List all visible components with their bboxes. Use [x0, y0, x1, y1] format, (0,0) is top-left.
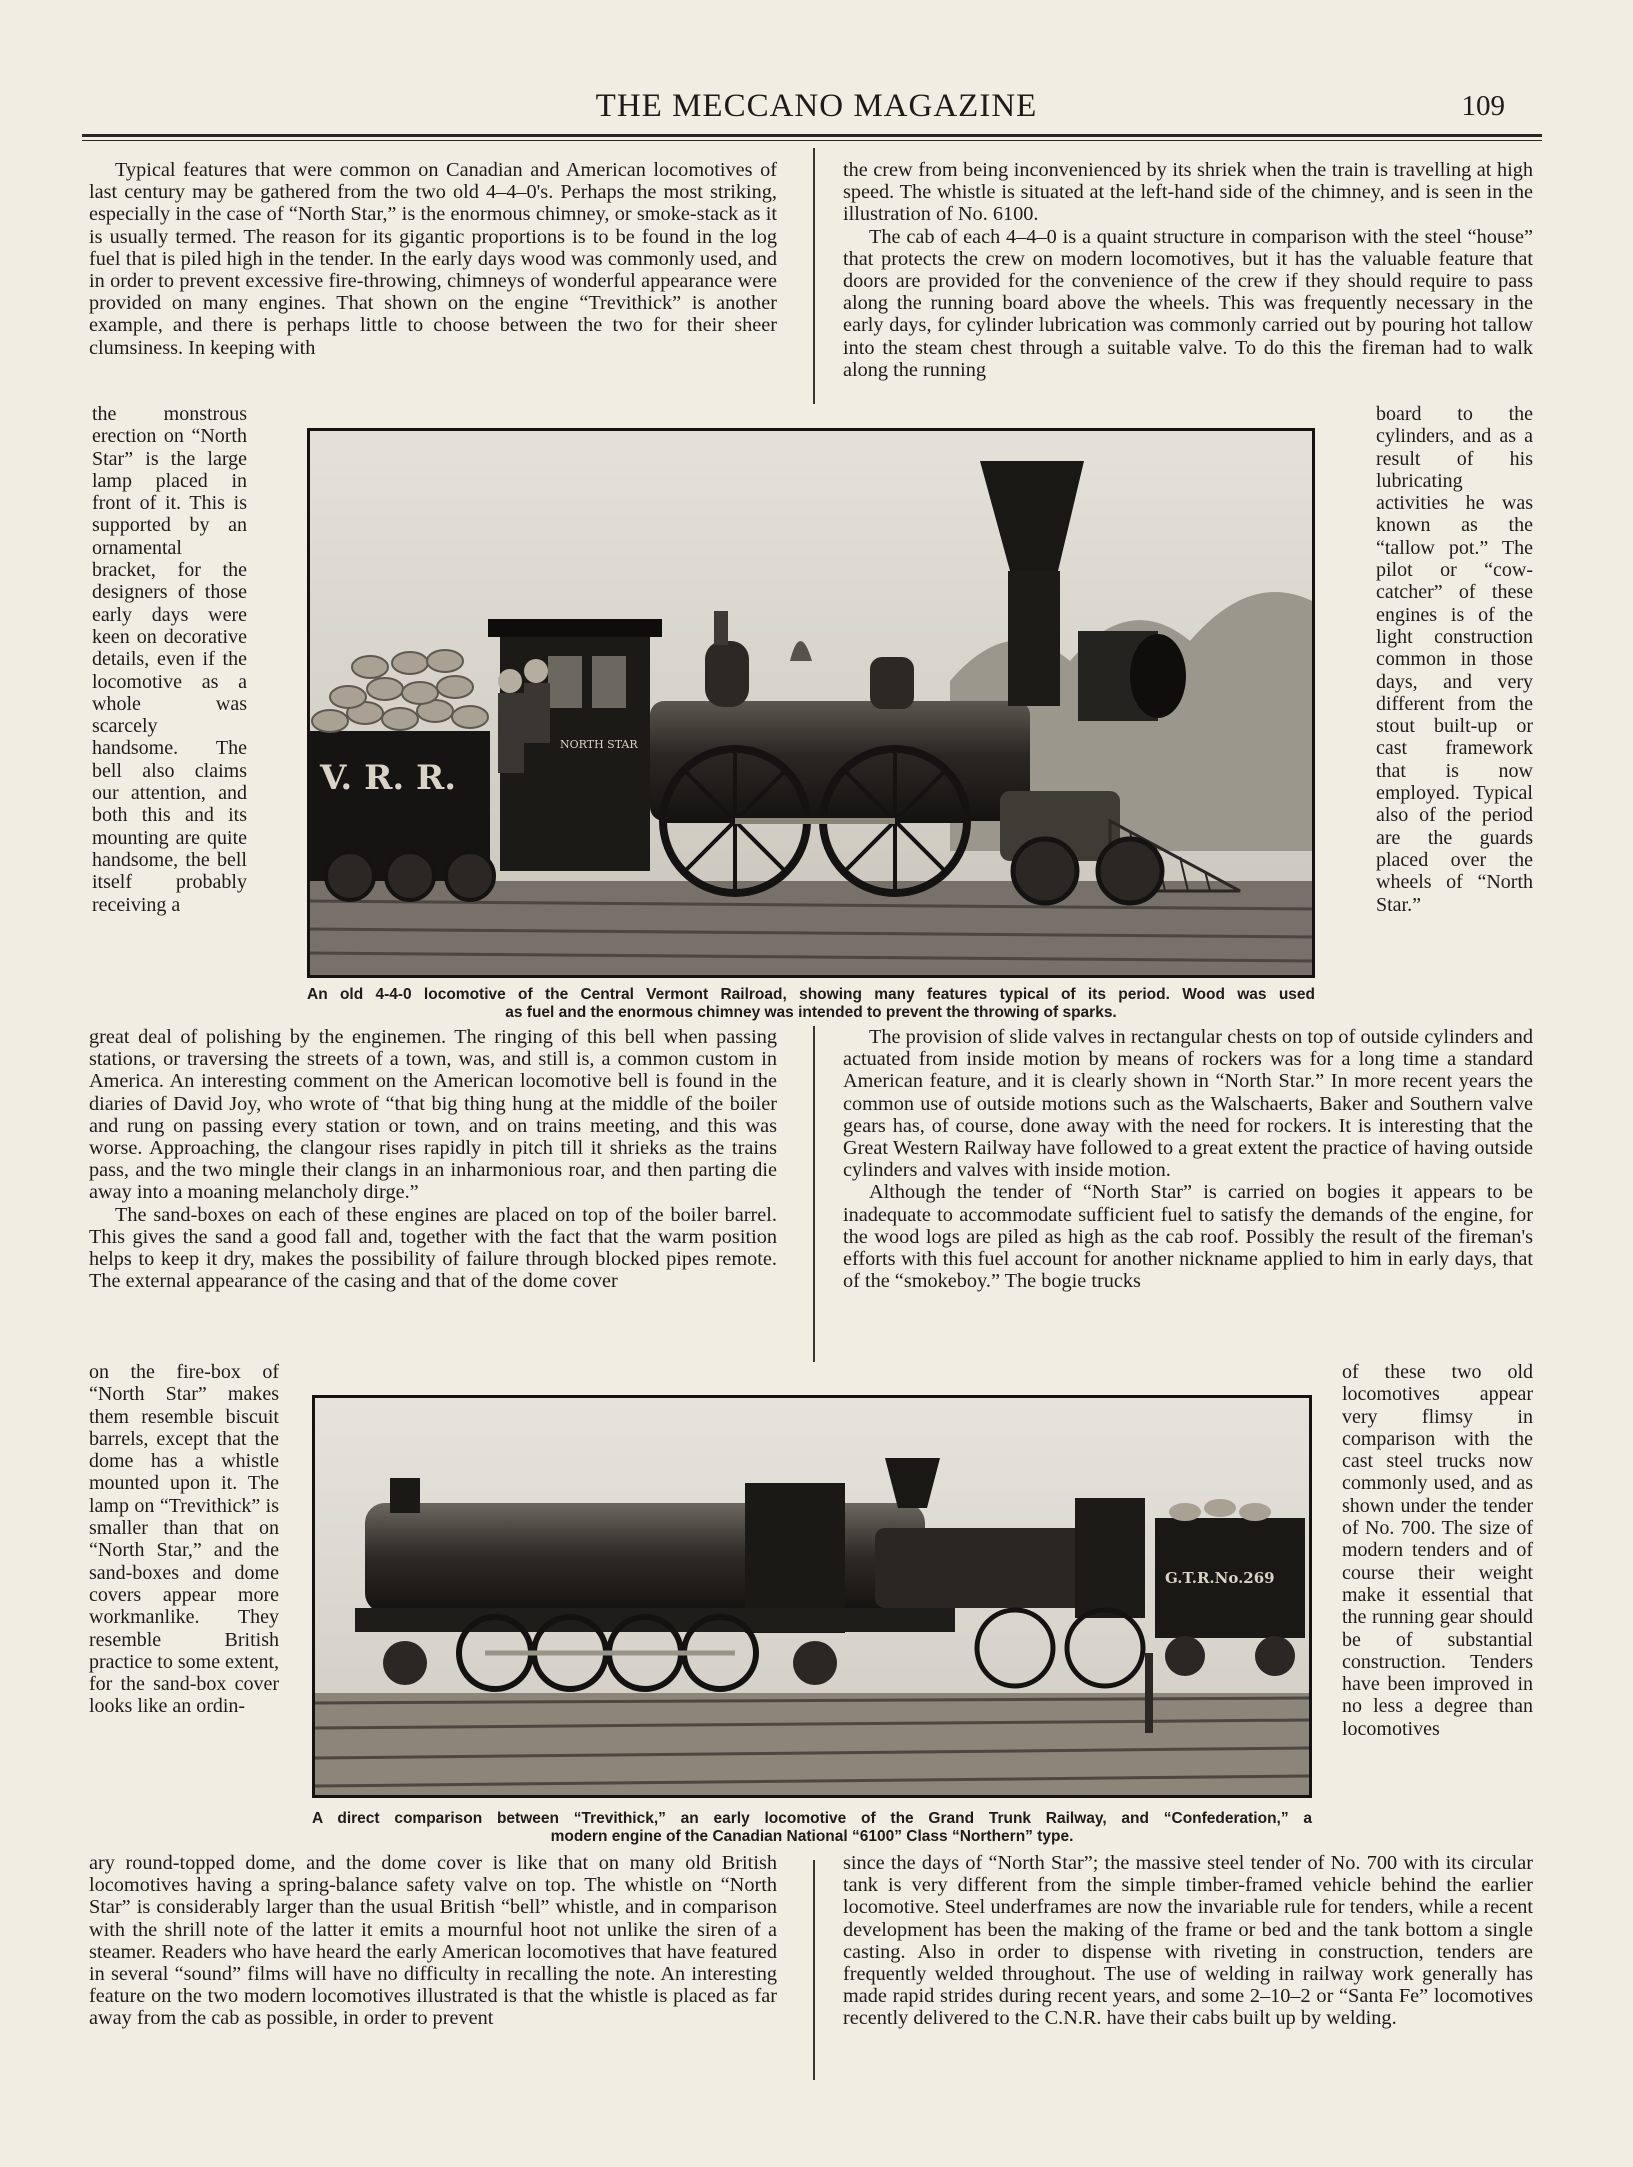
paragraph: Although the tender of “North Star” is carried on bogies it appears to be inadequate to accommodate sufficient fuel to satisfy the demands of the engine, for the wood logs are piled as high as the cab roof. Possibly the result of the fireman's efforts with this fuel account for another nickname applied to him in early days, that of the “smokeboy.” The bogie trucks: [843, 1181, 1533, 1293]
photo-trevithick-confederation: [312, 1395, 1312, 1798]
tender-lettering: G.T.R.No.269: [1165, 1569, 1275, 1587]
locomotives-comparison-illustration: [315, 1398, 1309, 1795]
column-divider: [813, 1026, 815, 1362]
paragraph: since the days of “North Star”; the massive steel tender of No. 700 with its circular tank is very different from the simple timber-framed vehicle behind the earlier locomotive. Steel underframes are now the invariable rule for tenders, while a recent development has been the making of the frame or bed and the tank bottom a single casting. Also in order to dispense with riveting in construction, tenders are frequently welded throughout. The use of welding in railway work generally has made rapid strides during recent years, and some 2–10–2 or “Santa Fe” locomotives recently delivered to the C.N.R. have their cabs built up by welding.: [843, 1852, 1533, 2030]
caption-line: An old 4-4-0 locomotive of the Central Vermont Railroad, showing many features typical of its period. Wood was used: [307, 986, 1315, 1003]
paragraph: the monstrous erection on “North Star” is the large lamp placed in front of it. This is supported by an ornamental bracket, for the designers of those early days were keen on decorative details, even if the locomotive as a whole was scarcely handsome. The bell also claims our attention, and both this and its mounting are quite handsome, the bell itself probably receiving a: [92, 403, 247, 916]
tender-lettering: V. R. R.: [320, 758, 457, 798]
right-narrow-column-2: [1342, 1361, 1533, 1851]
column-divider: [813, 148, 815, 404]
paragraph: The provision of slide valves in rectangular chests on top of outside cylinders and actuated from inside motion by means of rockers was for a long time a standard American feature, and it is clearly shown in “North Star.” In more recent years the common use of outside motions such as the Walschaerts, Baker and Southern valve gears has, of course, done away with the need for rockers. It is interesting that the Great Western Railway have followed to a great extent the practice of having outside cylinders and valves with inside motion.: [843, 1026, 1533, 1182]
left-narrow-column-2: [89, 1361, 279, 1851]
left-narrow-column-1: [92, 403, 247, 1023]
caption-line: A direct comparison between “Trevithick,” an early locomotive of the Grand Trunk Railway, and “Confederation,” a: [312, 1810, 1312, 1827]
left-column-top: [89, 159, 777, 359]
paragraph: The sand-boxes on each of these engines are placed on top of the boiler barrel. This gives the sand a good fall and, together with the fact that the warm position helps to keep it dry, makes the possibility of failure through blocked pipes remote. The external appearance of the casing and that of the dome cover: [89, 1203, 777, 1293]
page-number: 109: [1461, 90, 1505, 122]
magazine-title: THE MECCANO MAGAZINE: [595, 88, 1038, 124]
right-column-top: [843, 159, 1533, 381]
right-column-bottom: [843, 1852, 1533, 2030]
paragraph: great deal of polishing by the enginemen. The ringing of this bell when passing stations, or traversing the streets of a town, was, and still is, a common custom in America. An interesting comment on the American locomotive bell is found in the diaries of David Joy, who wrote of “that big thing hung at the middle of the boiler and rung on passing every station or town, and on trains meeting, and this was worse. Approaching, the clangour rises rapidly in pitch till it shrieks as the trains pass, and the two mingle their clangs in an inharmonious roar, and then parting die away into a moaning melancholy dirge.”: [89, 1026, 777, 1204]
paragraph: the crew from being inconvenienced by its shriek when the train is travelling at high speed. The whistle is situated at the left-hand side of the chimney, and is seen in the illustration of No. 6100.: [843, 159, 1533, 226]
left-column-middle: [89, 1026, 777, 1292]
right-column-middle: [843, 1026, 1533, 1292]
right-narrow-column-1: [1376, 403, 1533, 1023]
paragraph: on the fire-box of “North Star” makes them resemble biscuit barrels, except that the dome has a whistle mounted upon it. The lamp on “Trevithick” is smaller than that on “North Star,” and the sand-boxes and dome covers appear more workmanlike. They resemble British practice to some extent, for the sand-box cover looks like an ordin-: [89, 1361, 279, 1718]
caption-line: modern engine of the Canadian National “6100” Class “Northern” type.: [550, 1828, 1074, 1845]
photo-north-star-locomotive: [307, 428, 1315, 978]
paragraph: ary round-topped dome, and the dome cover is like that on many old British locomotives having a spring-balance safety valve on top. The whistle on “North Star” is considerably larger than the usual British “bell” whistle, and in comparison with the shrill note of the latter it emits a mournful hoot not unlike the siren of a steamer. Readers who have heard the early American locomotives that have featured in several “sound” films will have no difficulty in recalling the note. An interesting feature on the two modern locomotives illustrated is that the whistle is placed as far away from the cab as possible, in order to prevent: [89, 1852, 777, 2030]
paragraph: The cab of each 4–4–0 is a quaint structure in comparison with the steel “house” that protects the crew on modern locomotives, but it has the valuable feature that doors are provided for the convenience of the crew if they should require to pass along the running board above the wheels. This was frequently necessary in the early days, for cylinder lubrication was commonly carried out by pouring hot tallow into the steam chest through a suitable valve. To do this the fireman had to walk along the running: [843, 225, 1533, 381]
photo-caption: [312, 1810, 1312, 1846]
paragraph: Typical features that were common on Canadian and American locomotives of last century may be gathered from the two old 4–4–0's. Perhaps the most striking, especially in the case of “North Star,” is the enormous chimney, or smoke-stack as it is usually termed. The reason for its gigantic proportions is to be found in the log fuel that is piled high in the tender. In the early days wood was commonly used, and in order to prevent excessive fire-throwing, chimneys of wonderful appearance were provided on many engines. That shown on the engine “Trevithick” is another example, and there is perhaps little to choose between the two for their sheer clumsiness. In keeping with: [89, 159, 777, 359]
locomotive-nameplate: NORTH STAR: [560, 738, 638, 751]
column-divider: [813, 1860, 815, 2080]
paragraph: board to the cylinders, and as a result of his lubricating activities he was known as the “tallow pot.” The pilot or “cow-catcher” of these engines is of the light construction common in those days, and very different from the stout built-up or cast framework that is now employed. Typical also of the period are the guards placed over the wheels of “North Star.”: [1376, 403, 1533, 916]
header-rule-thin: [82, 140, 1542, 141]
left-column-bottom: [89, 1852, 777, 2030]
header-rule: [82, 134, 1542, 137]
paragraph: of these two old locomotives appear very flimsy in comparison with the cast steel trucks now commonly used, and as shown under the tender of No. 700. The size of modern tenders and of course their weight make it essential that the running gear should be of substantial construction. Tenders have been improved in no less a degree than locomotives: [1342, 1361, 1533, 1740]
caption-line: as fuel and the enormous chimney was intended to prevent the throwing of sparks.: [505, 1004, 1117, 1021]
photo-caption: [307, 986, 1315, 1022]
locomotive-illustration: [310, 431, 1312, 975]
